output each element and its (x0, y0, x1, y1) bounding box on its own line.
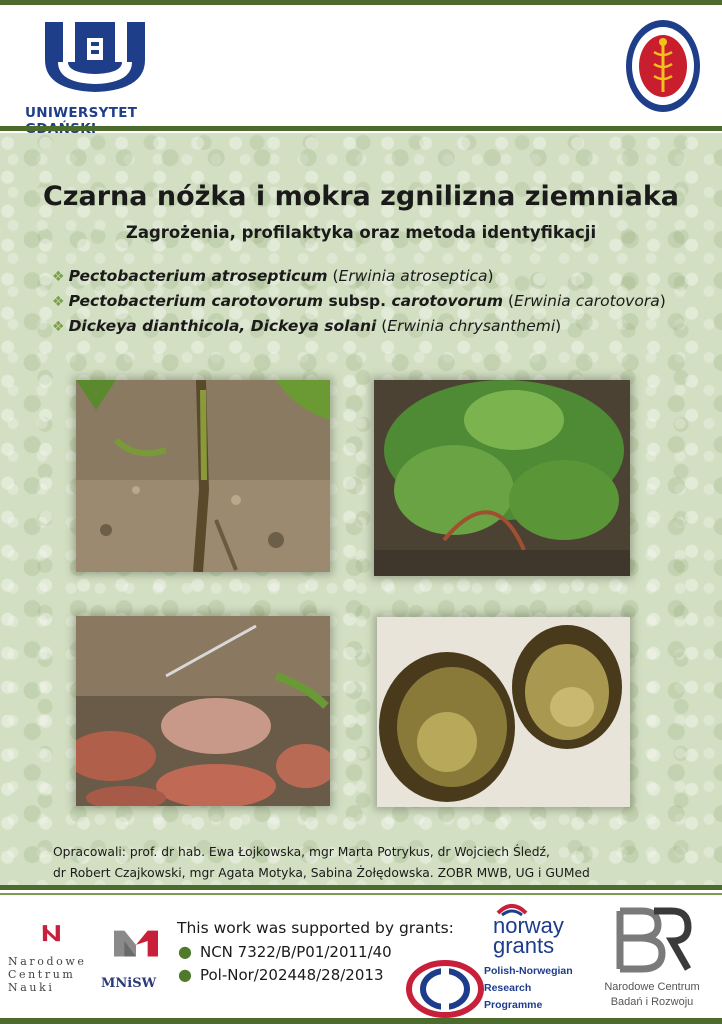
top-border (0, 0, 722, 5)
page-title: Czarna nóżka i mokra zgnilizna ziemniaka (42, 181, 680, 212)
pnr-line: Programme (484, 999, 543, 1011)
photo-soft-rot-tubers (377, 617, 630, 807)
ncn-line: Centrum (8, 968, 76, 981)
pnr-line: Research (484, 982, 532, 994)
ncbr-line: Narodowe Centrum (604, 981, 700, 993)
mnisw-logo-icon (100, 928, 172, 972)
photo-wilting-plant (374, 380, 630, 576)
pathogen-name: Pectobacterium atrosepticum (68, 267, 328, 285)
bullet-dot-icon: ● (178, 942, 192, 961)
list-item: ❖ Pectobacterium atrosepticum (Erwinia atroseptica) (52, 267, 494, 285)
ug-name: UNIWERSYTET (25, 105, 138, 121)
pathogen-list (52, 264, 666, 339)
pathogen-name: Dickeya dianthicola, Dickeya solani (68, 317, 377, 335)
norway-grants-logo (493, 913, 564, 958)
ncn-line: Narodowe (8, 955, 87, 968)
ncn-name (8, 955, 86, 994)
photo-blackleg-stem (76, 380, 330, 572)
list-item: ❖ Dickeya dianthicola, Dickeya solani (Erwinia chrysanthemi) (52, 317, 562, 335)
header-divider (0, 126, 722, 131)
diamond-bullet-icon: ❖ (52, 269, 65, 285)
subsp-label: subsp. (328, 292, 387, 310)
pathogen-synonym: Erwinia carotovora (514, 292, 660, 310)
medical-university-seal-icon (624, 18, 702, 114)
ncn-line: Nauki (8, 981, 55, 994)
authors-line: dr Robert Czajkowski, mgr Agata Motyka, Sabina Żołędowska. ZOBR MWB, UG i GUMed (53, 866, 590, 880)
pathogen-synonym: Erwinia atroseptica (338, 267, 488, 285)
grant-item (178, 965, 383, 984)
bottom-border (0, 1018, 722, 1024)
ncbr-name (597, 980, 707, 1010)
pathogen-name: Pectobacterium carotovorum (68, 292, 324, 310)
authors-line: Opracowali: prof. dr hab. Ewa Łojkowska, mgr Marta Potrykus, dr Wojciech Śledź, (53, 845, 550, 859)
footer-divider (0, 885, 722, 890)
pnr-line: Polish-Norwegian (484, 965, 573, 977)
mnisw-name: MNiSW (101, 976, 157, 991)
diamond-bullet-icon: ❖ (52, 319, 65, 335)
grant-number: Pol-Nor/202448/28/2013 (199, 966, 384, 984)
pnr-logo-icon (405, 960, 485, 1018)
footer-divider-thin (0, 893, 722, 895)
ncbr-line: Badań i Rozwoju (610, 996, 694, 1008)
page-subtitle: Zagrożenia, profilaktyka oraz metoda identyfikacji (125, 223, 597, 242)
norway-line: grants (493, 933, 555, 958)
photo-infected-tubers-soil (76, 616, 330, 806)
norway-line: norway (493, 913, 564, 938)
authors-credit (53, 842, 590, 884)
pnr-name (484, 963, 573, 1014)
pathogen-synonym: Erwinia chrysanthemi (387, 317, 556, 335)
ug-logo (25, 22, 175, 137)
bullet-dot-icon: ● (178, 965, 192, 984)
supported-by-text: This work was supported by grants: (177, 919, 454, 937)
list-item: ❖ Pectobacterium carotovorum subsp. carotovorum (Erwinia carotovora) (52, 292, 666, 310)
grant-item (178, 942, 392, 961)
ug-shield-icon (43, 22, 147, 92)
ncbr-logo-icon (612, 905, 692, 975)
grant-number: NCN 7322/B/P01/2011/40 (199, 943, 392, 961)
pathogen-subspecies: carotovorum (391, 292, 504, 310)
diamond-bullet-icon: ❖ (52, 294, 65, 310)
